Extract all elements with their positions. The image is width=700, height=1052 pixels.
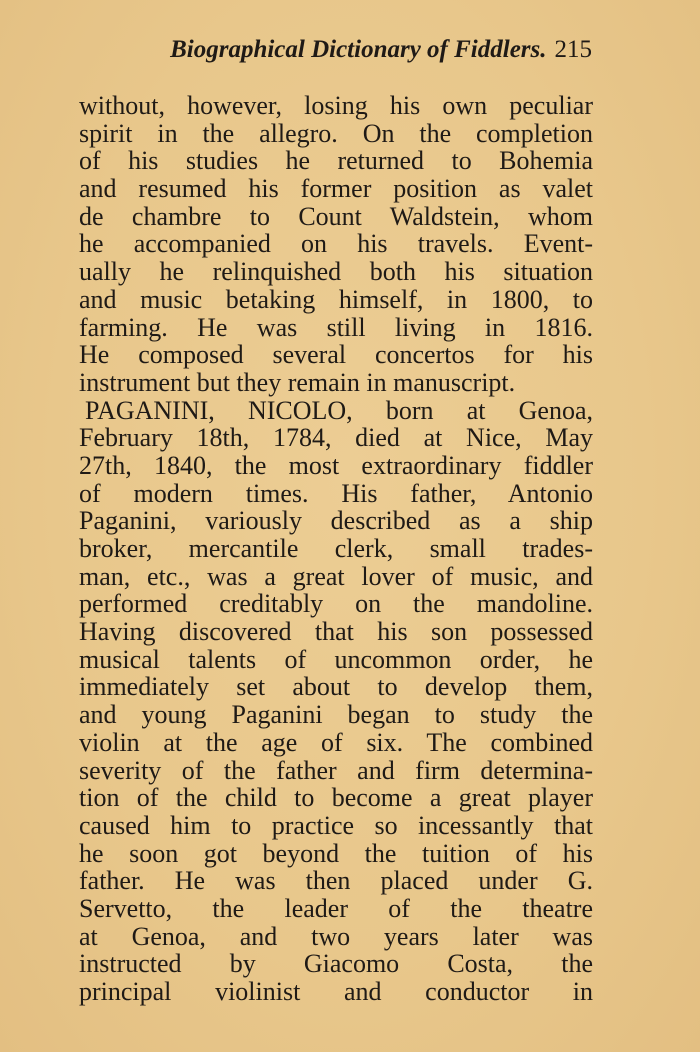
text-line: of his studies he returned to Bohemia [79, 146, 593, 176]
text-line: instructed by Giacomo Costa, the [79, 949, 593, 979]
text-line: ually he relinquished both his situation [79, 257, 593, 287]
body-text [79, 92, 593, 1006]
text-line: Having discovered that his son possessed [79, 617, 593, 647]
text-line: instrument but they remain in manuscript. [79, 367, 516, 397]
text-line: and resumed his former position as valet [79, 174, 593, 204]
text-line: de chambre to Count Waldstein, whom [79, 201, 593, 231]
entry-heading-line: PAGANINI, NICOLO, born at Genoa, [85, 395, 593, 425]
running-head-title: Biographical Dictionary of Fiddlers. [170, 36, 547, 63]
text-line: farming. He was still living in 1816. [79, 312, 593, 342]
text-line: principal violinist and conductor in [79, 977, 593, 1006]
text-line: he soon got beyond the tuition of his [79, 838, 593, 868]
text-line: severity of the father and firm determina- [79, 755, 593, 785]
text-line: and music betaking himself, in 1800, to [79, 284, 593, 314]
text-line: of modern times. His father, Antonio [79, 478, 593, 508]
text-line: tion of the child to become a great player [79, 783, 593, 813]
text-line: man, etc., was a great lover of music, and [79, 561, 593, 591]
text-line: 27th, 1840, the most extraordinary fiddler [79, 450, 593, 480]
running-head [80, 36, 592, 64]
text-line: broker, mercantile clerk, small trades- [79, 534, 593, 563]
text-line: without, however, losing his own peculiar [79, 91, 593, 120]
text-line: February 18th, 1784, died at Nice, May [79, 423, 593, 453]
text-line: performed creditably on the mandoline. [79, 589, 593, 619]
text-line: spirit in the allegro. On the completion [79, 118, 593, 148]
text-line: caused him to practice so incessantly that [79, 810, 593, 840]
text-line: and young Paganini began to study the [79, 700, 593, 730]
page-number: 215 [554, 36, 592, 63]
text-line: musical talents of uncommon order, he [79, 644, 593, 674]
text-line: immediately set about to develop them, [79, 672, 593, 702]
text-line: father. He was then placed under G. [79, 866, 593, 896]
text-line: violin at the age of six. The combined [79, 727, 593, 757]
text-line: Paganini, variously described as a ship [79, 506, 593, 536]
text-line: he accompanied on his travels. Event- [79, 229, 593, 259]
text-line: He composed several concertos for his [79, 340, 593, 370]
text-line: Servetto, the leader of the theatre [79, 893, 593, 923]
text-line: at Genoa, and two years later was [79, 921, 593, 951]
